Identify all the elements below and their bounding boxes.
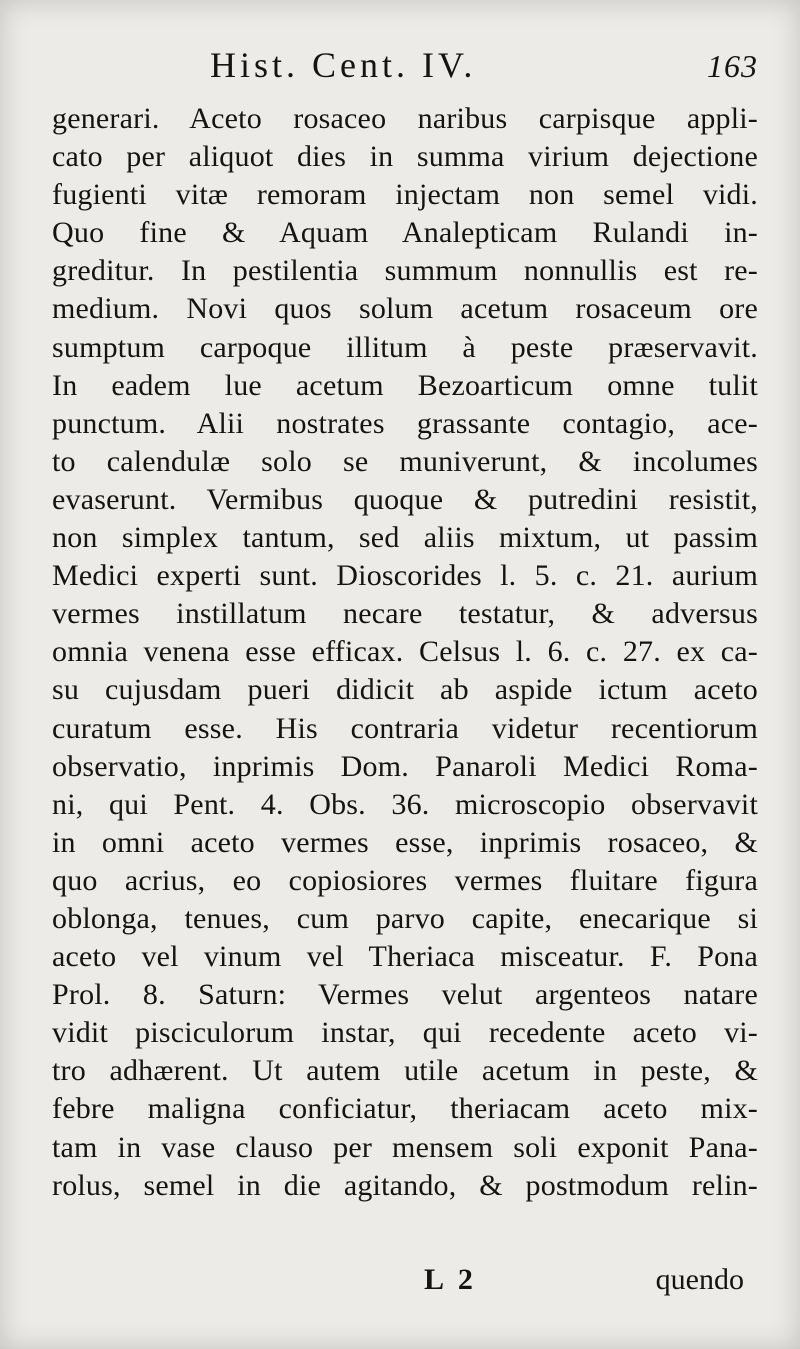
text-line: medium. Novi quos solum acetum rosaceum ore: [52, 292, 758, 326]
catchword: quendo: [655, 1263, 744, 1296]
text-line: in omni aceto vermes esse, inprimis rosaceo, &: [52, 825, 758, 859]
text-line: tro adhærent. Ut autem utile acetum in peste, &: [52, 1054, 758, 1088]
text-line: generari. Aceto rosaceo naribus carpisque appli-: [52, 102, 758, 135]
text-line: vermes instillatum necare testatur, & adversus: [52, 597, 758, 631]
text-line: punctum. Alii nostrates grassante contagio, ace-: [52, 406, 758, 440]
page-footer: [0, 1263, 800, 1303]
text-line: In eadem lue acetum Bezoarticum omne tulit: [52, 368, 758, 402]
text-line: vidit pisciculorum instar, qui recedente aceto vi-: [52, 1016, 758, 1050]
text-line: non simplex tantum, sed aliis mixtum, ut passim: [52, 521, 758, 555]
text-line: ni, qui Pent. 4. Obs. 36. microscopio observavit: [52, 787, 758, 821]
text-line: observatio, inprimis Dom. Panaroli Medici Roma-: [52, 749, 758, 783]
body-text: [52, 100, 758, 1205]
text-line: Prol. 8. Saturn: Vermes velut argenteos natare: [52, 978, 758, 1012]
signature-mark: L 2: [424, 1263, 477, 1296]
text-line: to calendulæ solo se muniverunt, & incolumes: [52, 444, 758, 478]
text-line: fugienti vitæ remoram injectam non semel vidi.: [52, 178, 758, 212]
text-line: rolus, semel in die agitando, & postmodum relin-: [52, 1168, 758, 1202]
text-line: greditur. In pestilentia summum nonnullis est re-: [52, 254, 758, 288]
text-line: quo acrius, eo copiosiores vermes fluitare figura: [52, 863, 758, 897]
text-line: aceto vel vinum vel Theriaca misceatur. F. Pona: [52, 940, 758, 974]
page-number: 163: [707, 48, 758, 84]
text-line: tam in vase clauso per mensem soli exponit Pana-: [52, 1130, 758, 1164]
text-line: evaserunt. Vermibus quoque & putredini resistit,: [52, 482, 758, 516]
text-line: cato per aliquot dies in summa virium dejectione: [52, 140, 758, 174]
text-line: Medici experti sunt. Dioscorides l. 5. c. 21. aurium: [52, 559, 758, 593]
text-line: Quo fine & Aquam Analepticam Rulandi in-: [52, 216, 758, 250]
text-line: oblonga, tenues, cum parvo capite, enecarique si: [52, 901, 758, 935]
text-line: su cujusdam pueri didicit ab aspide ictum aceto: [52, 673, 758, 707]
text-line: curatum esse. His contraria videtur recentiorum: [52, 711, 758, 745]
running-head: Hist. Cent. IV.: [210, 45, 477, 85]
text-line: omnia venena esse efficax. Celsus l. 6. c. 27. ex ca-: [52, 635, 758, 669]
text-line: febre maligna conficiatur, theriacam aceto mix-: [52, 1092, 758, 1126]
text-line: sumptum carpoque illitum à peste præservavit.: [52, 330, 758, 364]
